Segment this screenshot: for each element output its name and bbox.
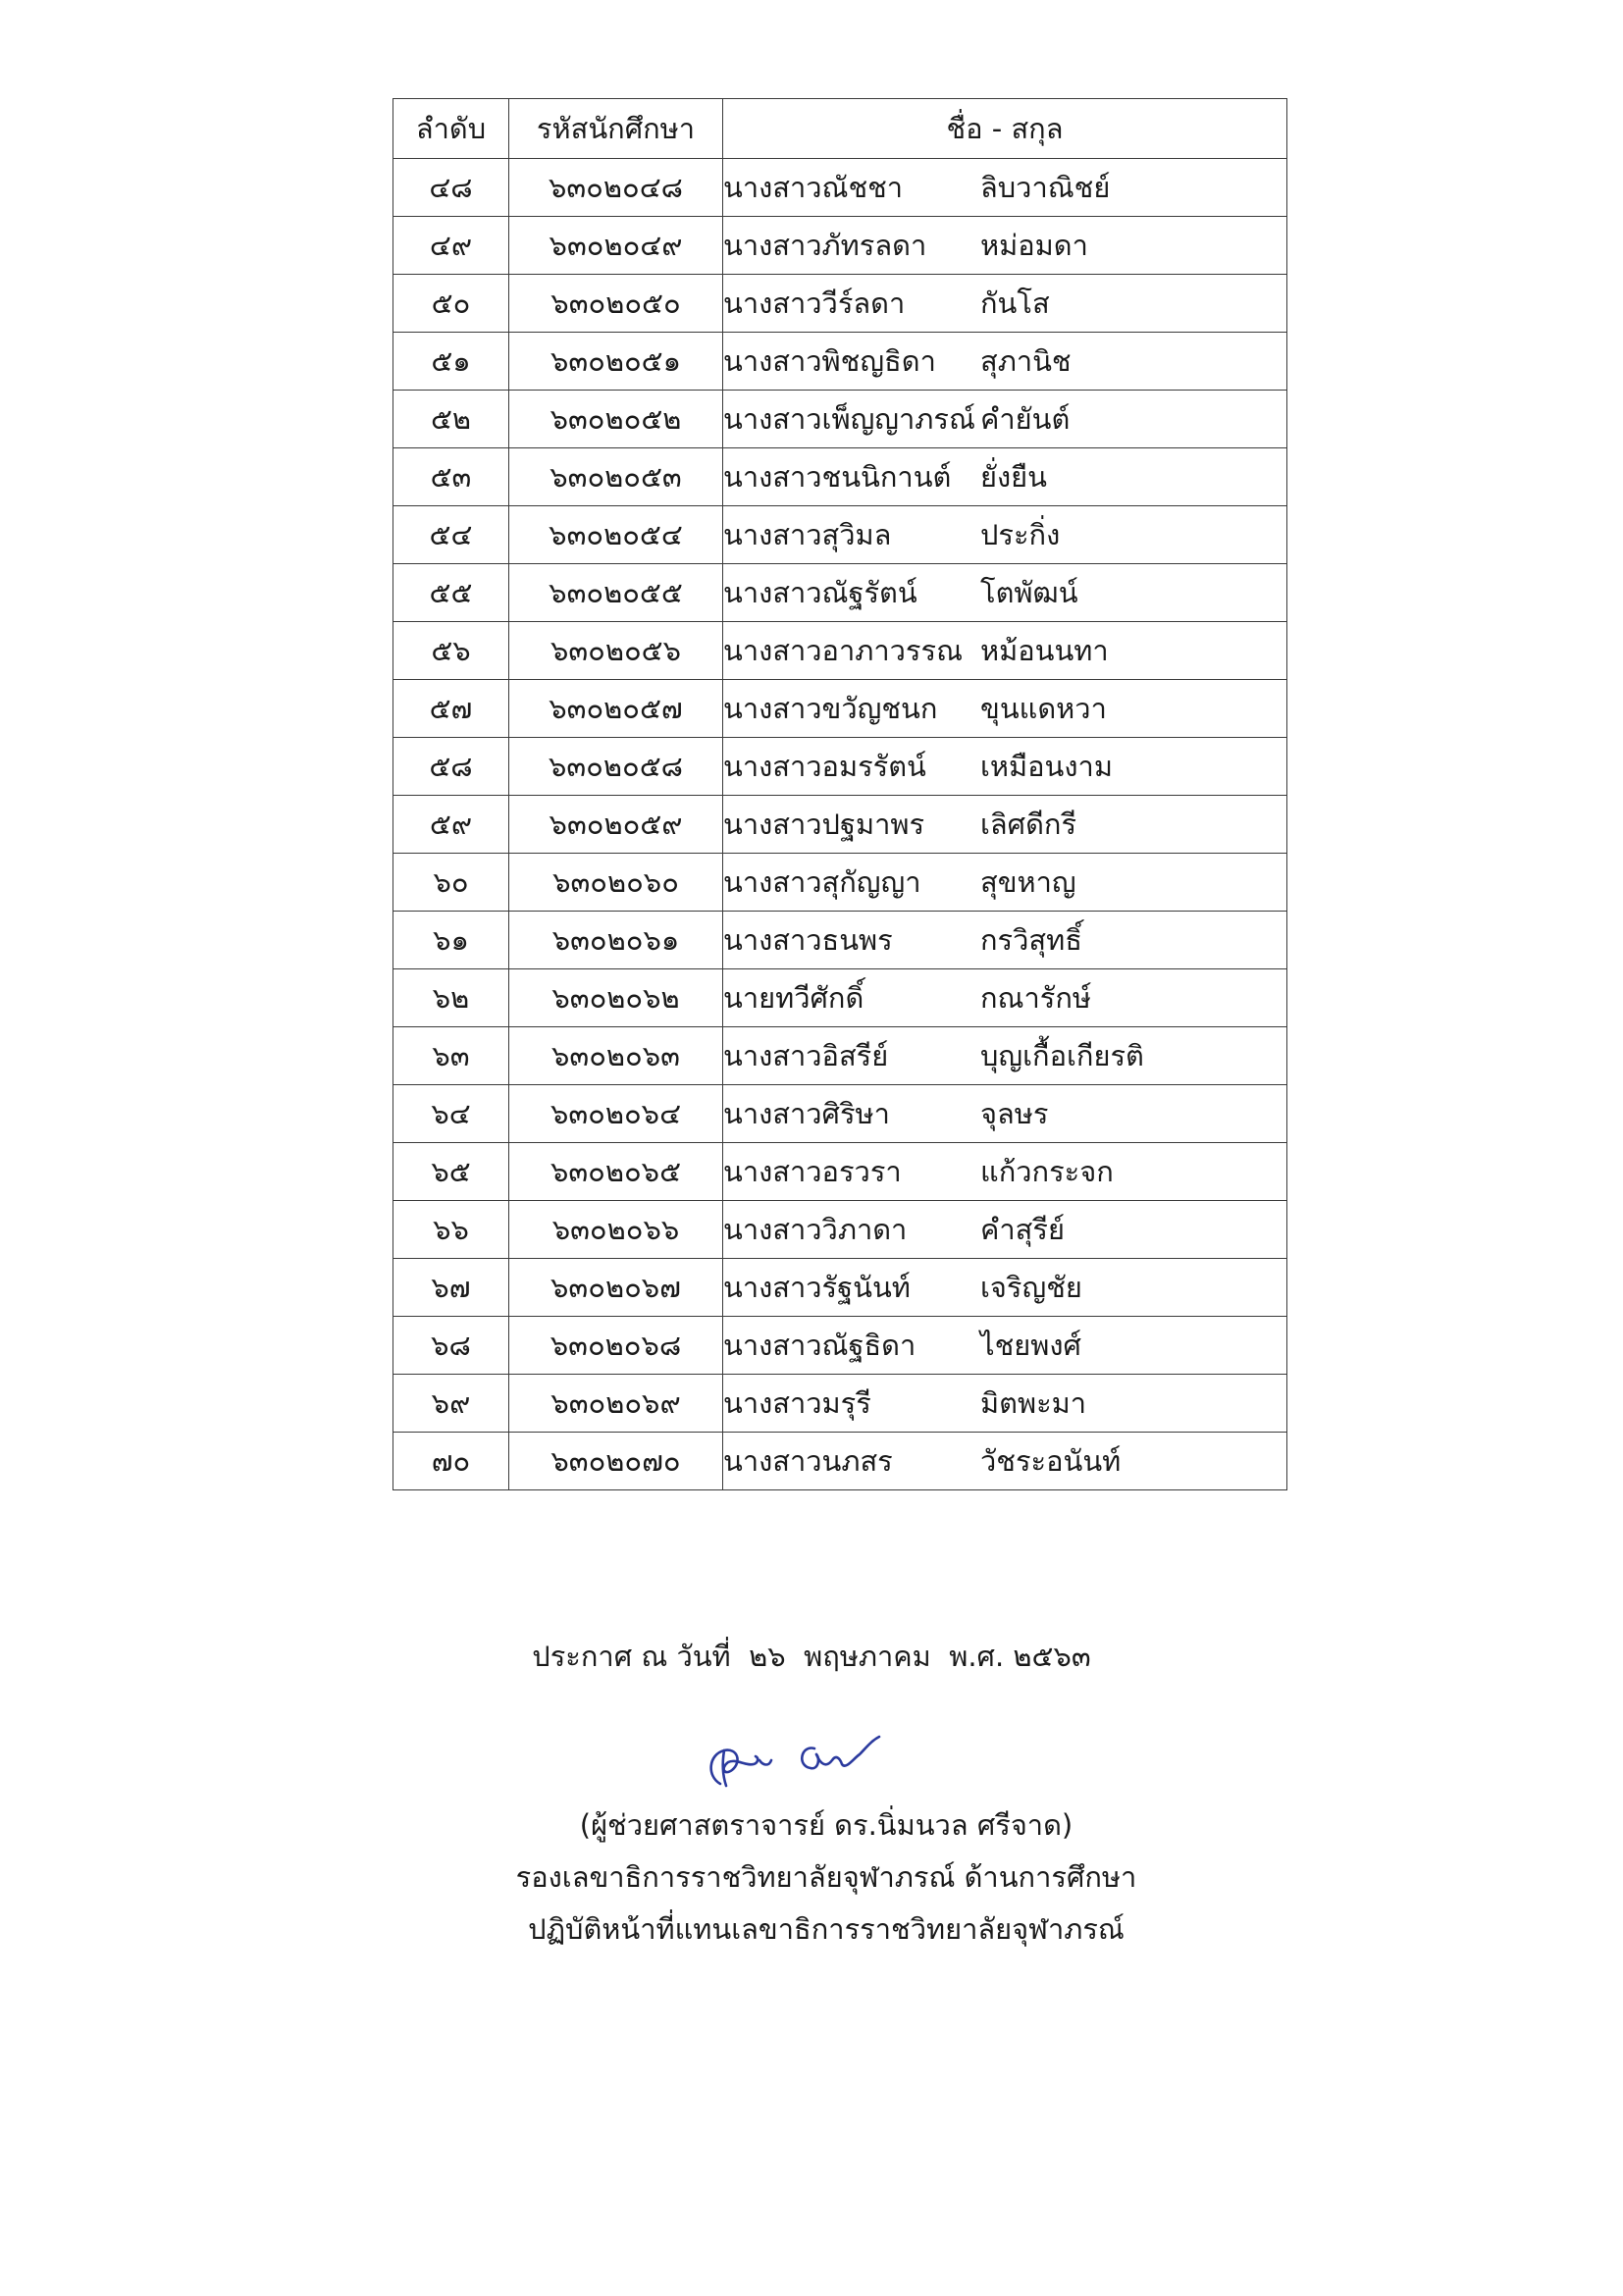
- last-name: เจริญชัย: [980, 1271, 1082, 1304]
- table-row: [393, 680, 1287, 738]
- first-name: นายทวีศักดิ์: [723, 981, 864, 1015]
- last-name: สุภานิช: [980, 344, 1072, 378]
- first-name: นางสาวปฐมาพร: [723, 808, 925, 841]
- full-name-cell: [723, 506, 1287, 564]
- signatory-position: รองเลขาธิการราชวิทยาลัยจุฬาภรณ์ ด้านการศึกษา: [515, 1860, 1137, 1894]
- first-name: นางสาวณัฐธิดา: [723, 1329, 916, 1362]
- table-row: [393, 1085, 1287, 1143]
- sequence-cell: ๕๓: [393, 448, 509, 506]
- student-id-cell: ๖๓๐๒๐๖๗: [509, 1259, 723, 1317]
- sequence-cell: ๕๒: [393, 391, 509, 448]
- sequence-cell: ๖๕: [393, 1143, 509, 1201]
- full-name-cell: [723, 1259, 1287, 1317]
- first-name: นางสาววีร์ลดา: [723, 287, 906, 320]
- first-name: นางสาวธนพร: [723, 923, 893, 957]
- last-name: เลิศดีกรี: [980, 808, 1077, 841]
- student-id-cell: ๖๓๐๒๐๔๙: [509, 217, 723, 275]
- table-row: [393, 1317, 1287, 1375]
- student-id-cell: ๖๓๐๒๐๕๔: [509, 506, 723, 564]
- student-id-cell: ๖๓๐๒๐๖๖: [509, 1201, 723, 1259]
- student-id-cell: ๖๓๐๒๐๕๙: [509, 796, 723, 854]
- first-name: นางสาวภัทรลดา: [723, 229, 927, 262]
- first-name: นางสาวอิสรีย์: [723, 1039, 889, 1072]
- student-id-cell: ๖๓๐๒๐๕๗: [509, 680, 723, 738]
- handwritten-signature: [699, 1715, 895, 1803]
- last-name: หม่อมดา: [980, 229, 1088, 262]
- sequence-cell: ๕๘: [393, 738, 509, 796]
- table-row: [393, 275, 1287, 333]
- first-name: นางสาวชนนิกานต์: [723, 460, 952, 494]
- full-name-cell: [723, 159, 1287, 217]
- full-name-cell: [723, 1143, 1287, 1201]
- full-name-cell: [723, 1317, 1287, 1375]
- student-roster-table: [393, 98, 1287, 1490]
- table-row: [393, 1027, 1287, 1085]
- first-name: นางสาวมรุรี: [723, 1386, 871, 1420]
- table-row: [393, 333, 1287, 391]
- sequence-cell: ๗๐: [393, 1433, 509, 1490]
- last-name: เหมือนงาม: [980, 750, 1113, 783]
- header-sequence: ลำดับ: [393, 99, 509, 159]
- full-name-cell: [723, 1375, 1287, 1433]
- full-name-cell: [723, 1201, 1287, 1259]
- first-name: นางสาวณัชชา: [723, 171, 904, 204]
- last-name: คำยันต์: [980, 402, 1071, 436]
- table-row: [393, 969, 1287, 1027]
- last-name: ไชยพงศ์: [980, 1329, 1081, 1362]
- sequence-cell: ๔๙: [393, 217, 509, 275]
- full-name-cell: [723, 448, 1287, 506]
- student-id-cell: ๖๓๐๒๐๕๓: [509, 448, 723, 506]
- sequence-cell: ๖๗: [393, 1259, 509, 1317]
- header-full-name: ชื่อ - สกุล: [723, 99, 1287, 159]
- signatory-block: [0, 1800, 1623, 1956]
- first-name: นางสาวนภสร: [723, 1444, 893, 1478]
- last-name: ยั่งยืน: [980, 460, 1047, 494]
- last-name: คำสุรีย์: [980, 1213, 1065, 1246]
- first-name: นางสาวขวัญชนก: [723, 692, 938, 725]
- sequence-cell: ๖๙: [393, 1375, 509, 1433]
- student-id-cell: ๖๓๐๒๐๖๘: [509, 1317, 723, 1375]
- full-name-cell: [723, 680, 1287, 738]
- student-id-cell: ๖๓๐๒๐๕๐: [509, 275, 723, 333]
- sequence-cell: ๕๔: [393, 506, 509, 564]
- table-row: [393, 1433, 1287, 1490]
- first-name: นางสาวสุวิมล: [723, 518, 892, 551]
- sequence-cell: ๔๘: [393, 159, 509, 217]
- table-row: [393, 448, 1287, 506]
- first-name: นางสาวอมรรัตน์: [723, 750, 926, 783]
- table-row: [393, 912, 1287, 969]
- table-body: [393, 159, 1287, 1490]
- student-id-cell: ๖๓๐๒๐๖๔: [509, 1085, 723, 1143]
- first-name: นางสาวศิริษา: [723, 1097, 890, 1130]
- first-name: นางสาวรัฐนันท์: [723, 1271, 911, 1304]
- last-name: ประกิ่ง: [980, 518, 1061, 551]
- table-row: [393, 796, 1287, 854]
- table-row: [393, 391, 1287, 448]
- table-row: [393, 622, 1287, 680]
- first-name: นางสาวสุกัญญา: [723, 865, 921, 899]
- signatory-name: (ผู้ช่วยศาสตราจารย์ ดร.นิ่มนวล ศรีจาด): [579, 1808, 1073, 1842]
- first-name: นางสาวอาภาวรรณ: [723, 634, 963, 667]
- table-row: [393, 217, 1287, 275]
- last-name: บุญเกื้อเกียรติ: [980, 1039, 1144, 1072]
- full-name-cell: [723, 622, 1287, 680]
- sequence-cell: ๕๖: [393, 622, 509, 680]
- student-id-cell: ๖๓๐๒๐๕๖: [509, 622, 723, 680]
- last-name: จุลษร: [980, 1097, 1049, 1130]
- last-name: กรวิสุทธิ์: [980, 923, 1082, 957]
- last-name: แก้วกระจก: [980, 1155, 1114, 1188]
- student-id-cell: ๖๓๐๒๐๖๓: [509, 1027, 723, 1085]
- last-name: สุขหาญ: [980, 865, 1076, 899]
- student-id-cell: ๖๓๐๒๐๕๒: [509, 391, 723, 448]
- last-name: กณารักษ์: [980, 981, 1091, 1015]
- sequence-cell: ๕๗: [393, 680, 509, 738]
- full-name-cell: [723, 275, 1287, 333]
- student-id-cell: ๖๓๐๒๐๖๕: [509, 1143, 723, 1201]
- sequence-cell: ๖๑: [393, 912, 509, 969]
- full-name-cell: [723, 217, 1287, 275]
- first-name: นางสาววิภาดา: [723, 1213, 908, 1246]
- announcement-date: ประกาศ ณ วันที่ ๒๖ พฤษภาคม พ.ศ. ๒๕๖๓: [532, 1640, 1091, 1673]
- table-row: [393, 1201, 1287, 1259]
- table-row: [393, 1375, 1287, 1433]
- sequence-cell: ๕๐: [393, 275, 509, 333]
- table-row: [393, 159, 1287, 217]
- full-name-cell: [723, 738, 1287, 796]
- table-header: [393, 99, 1287, 159]
- full-name-cell: [723, 333, 1287, 391]
- student-id-cell: ๖๓๐๒๐๔๘: [509, 159, 723, 217]
- full-name-cell: [723, 1433, 1287, 1490]
- sequence-cell: ๖๘: [393, 1317, 509, 1375]
- full-name-cell: [723, 564, 1287, 622]
- sequence-cell: ๖๓: [393, 1027, 509, 1085]
- student-id-cell: ๖๓๐๒๐๖๐: [509, 854, 723, 912]
- sequence-cell: ๕๕: [393, 564, 509, 622]
- table-row: [393, 854, 1287, 912]
- student-id-cell: ๖๓๐๒๐๖๒: [509, 969, 723, 1027]
- sequence-cell: ๕๑: [393, 333, 509, 391]
- student-id-cell: ๖๓๐๒๐๖๙: [509, 1375, 723, 1433]
- full-name-cell: [723, 912, 1287, 969]
- first-name: นางสาวณัฐรัตน์: [723, 576, 917, 609]
- first-name: นางสาวพิชญธิดา: [723, 344, 936, 378]
- last-name: ลิบวาณิชย์: [980, 171, 1111, 204]
- student-id-cell: ๖๓๐๒๐๕๕: [509, 564, 723, 622]
- signatory-acting-role: ปฏิบัติหน้าที่แทนเลขาธิการราชวิทยาลัยจุฬาภรณ์: [528, 1912, 1125, 1946]
- student-id-cell: ๖๓๐๒๐๕๘: [509, 738, 723, 796]
- full-name-cell: [723, 391, 1287, 448]
- last-name: หม้อนนทา: [980, 634, 1109, 667]
- full-name-cell: [723, 1027, 1287, 1085]
- sequence-cell: ๖๔: [393, 1085, 509, 1143]
- last-name: วัชระอนันท์: [980, 1444, 1122, 1478]
- last-name: กันโส: [980, 287, 1050, 320]
- full-name-cell: [723, 1085, 1287, 1143]
- sequence-cell: ๕๙: [393, 796, 509, 854]
- first-name: นางสาวเพ็ญญาภรณ์: [723, 402, 975, 436]
- last-name: โตพัฒน์: [980, 576, 1078, 609]
- header-student-id: รหัสนักศึกษา: [509, 99, 723, 159]
- full-name-cell: [723, 969, 1287, 1027]
- table-row: [393, 1259, 1287, 1317]
- first-name: นางสาวอรวรา: [723, 1155, 902, 1188]
- student-id-cell: ๖๓๐๒๐๕๑: [509, 333, 723, 391]
- full-name-cell: [723, 854, 1287, 912]
- table-row: [393, 1143, 1287, 1201]
- sequence-cell: ๖๖: [393, 1201, 509, 1259]
- table-row: [393, 564, 1287, 622]
- header-row: [393, 99, 1287, 159]
- student-id-cell: ๖๓๐๒๐๗๐: [509, 1433, 723, 1490]
- last-name: ขุนแดหวา: [980, 692, 1107, 725]
- sequence-cell: ๖๐: [393, 854, 509, 912]
- table-row: [393, 738, 1287, 796]
- table-row: [393, 506, 1287, 564]
- full-name-cell: [723, 796, 1287, 854]
- sequence-cell: ๖๒: [393, 969, 509, 1027]
- student-id-cell: ๖๓๐๒๐๖๑: [509, 912, 723, 969]
- last-name: มิตพะมา: [980, 1386, 1087, 1420]
